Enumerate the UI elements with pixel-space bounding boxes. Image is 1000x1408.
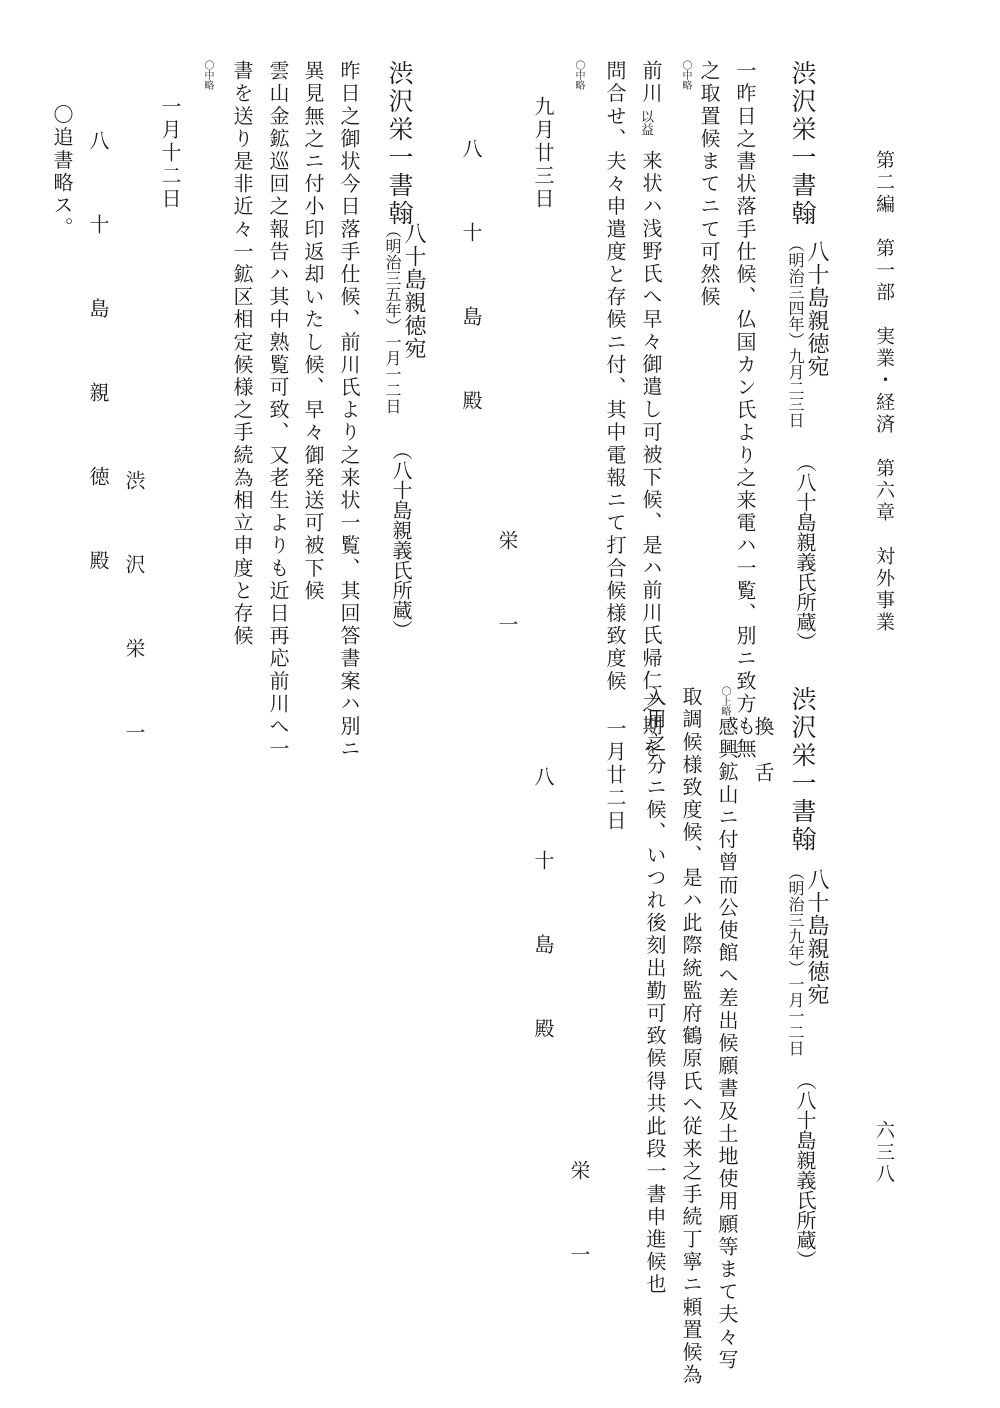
letter3-title: 渋沢栄一書翰 bbox=[788, 686, 817, 854]
letter2-line: 異見無之ニ付小印返却いたし候、早々御発送可被下候 bbox=[301, 60, 325, 603]
letter3-line2: 取調候様致度候、是ハ此際統監府鶴原氏へ従来之手続丁寧ニ頼置候為 bbox=[679, 686, 703, 1387]
letter2-recipient: 八 十 島 親 徳 殿 bbox=[86, 130, 110, 592]
letter2-omit-mark: 〇中略 bbox=[202, 60, 213, 90]
letter2-line: 雲山金鉱巡回之報告ハ其中熟覧可致、又老生よりも近日再応前川へ一 bbox=[266, 60, 290, 761]
letter1-date: 九月廿三日 bbox=[531, 96, 555, 211]
letter1-line3-prefix: 前川 bbox=[639, 60, 663, 106]
letter3-date-meta: （明治三九年）一月一二日 bbox=[786, 864, 805, 1056]
letter2-title: 渋沢栄一書翰 bbox=[385, 60, 414, 228]
letter3-addressee: 八十島親徳宛 bbox=[804, 868, 829, 1006]
letter1-line: 一昨日之書状落手仕候、仏国カン氏より之来電ハ一覧、別ニ致方も無 bbox=[733, 60, 757, 761]
letter1-signature: 栄 一 bbox=[495, 530, 519, 656]
letter1-line3-rest: 来状ハ浅野氏へ早々御遣し可被下候、是ハ前川氏帰仁之期を bbox=[639, 150, 663, 761]
letter1-line: 之取置候まてニて可然候 bbox=[697, 60, 721, 309]
letter3-line3: 入用之分ニ候、いつれ後刻出勤可致候得共此段一書申進候也 bbox=[643, 686, 667, 1297]
letter3-source: （八十島親義氏所蔵） bbox=[793, 1070, 817, 1270]
running-head: 第二編 第一部 実業・経済 第六章 対外事業 bbox=[873, 150, 895, 634]
letter1-omit-mark2: 〇中略 bbox=[573, 60, 584, 90]
letter1-date-meta: （明治三四年）九月二三日 bbox=[786, 236, 805, 428]
page-number: 六三八 bbox=[873, 1120, 895, 1186]
letter3-omit-mark: 〇上略 bbox=[719, 686, 730, 716]
letter3-line1: 感興鉱山ニ付曾而公使館へ差出候願書及土地使用願等まて夫々写 bbox=[715, 716, 739, 1372]
letter1-omit-mark: 〇中略 bbox=[680, 60, 691, 90]
letter1-line3-small: 以益 bbox=[638, 110, 653, 136]
letter2-addressee: 八十島親徳宛 bbox=[401, 222, 426, 360]
letter1-title: 渋沢栄一書翰 bbox=[788, 60, 817, 228]
letter1-source: （八十島親義氏所蔵） bbox=[793, 452, 817, 652]
letter3-salutation: 換 舌 bbox=[751, 716, 775, 785]
letter2-source: （八十島親義氏所蔵） bbox=[389, 440, 413, 640]
letter3-date: 一月廿二日 bbox=[603, 718, 627, 833]
letter2-postscript: 〇追書略ス。 bbox=[50, 104, 74, 240]
letter2-date: 一月十二日 bbox=[158, 96, 182, 211]
letter2-signature: 渋 沢 栄 一 bbox=[122, 470, 146, 764]
letter2-line: 書を送り是非近々一鉱区相定候様之手続為相立申度と存候 bbox=[230, 60, 254, 648]
letter2-date-meta: （明治三五年）一月一二日 bbox=[383, 222, 402, 414]
letter3-signature: 栄 一 bbox=[567, 1160, 591, 1286]
letter1-recipient: 八 十 島 殿 bbox=[459, 138, 483, 432]
letter3-recipient: 八 十 島 殿 bbox=[531, 766, 555, 1060]
letter1-line4: 問合せ、夫々申遣度と存候ニ付、其中電報ニて打合候様致度候 bbox=[603, 60, 627, 693]
letter2-line: 昨日之御状今日落手仕候、前川氏より之来状一覧、其回答書案ハ別ニ bbox=[337, 60, 361, 761]
letter1-addressee: 八十島親徳宛 bbox=[804, 240, 829, 378]
